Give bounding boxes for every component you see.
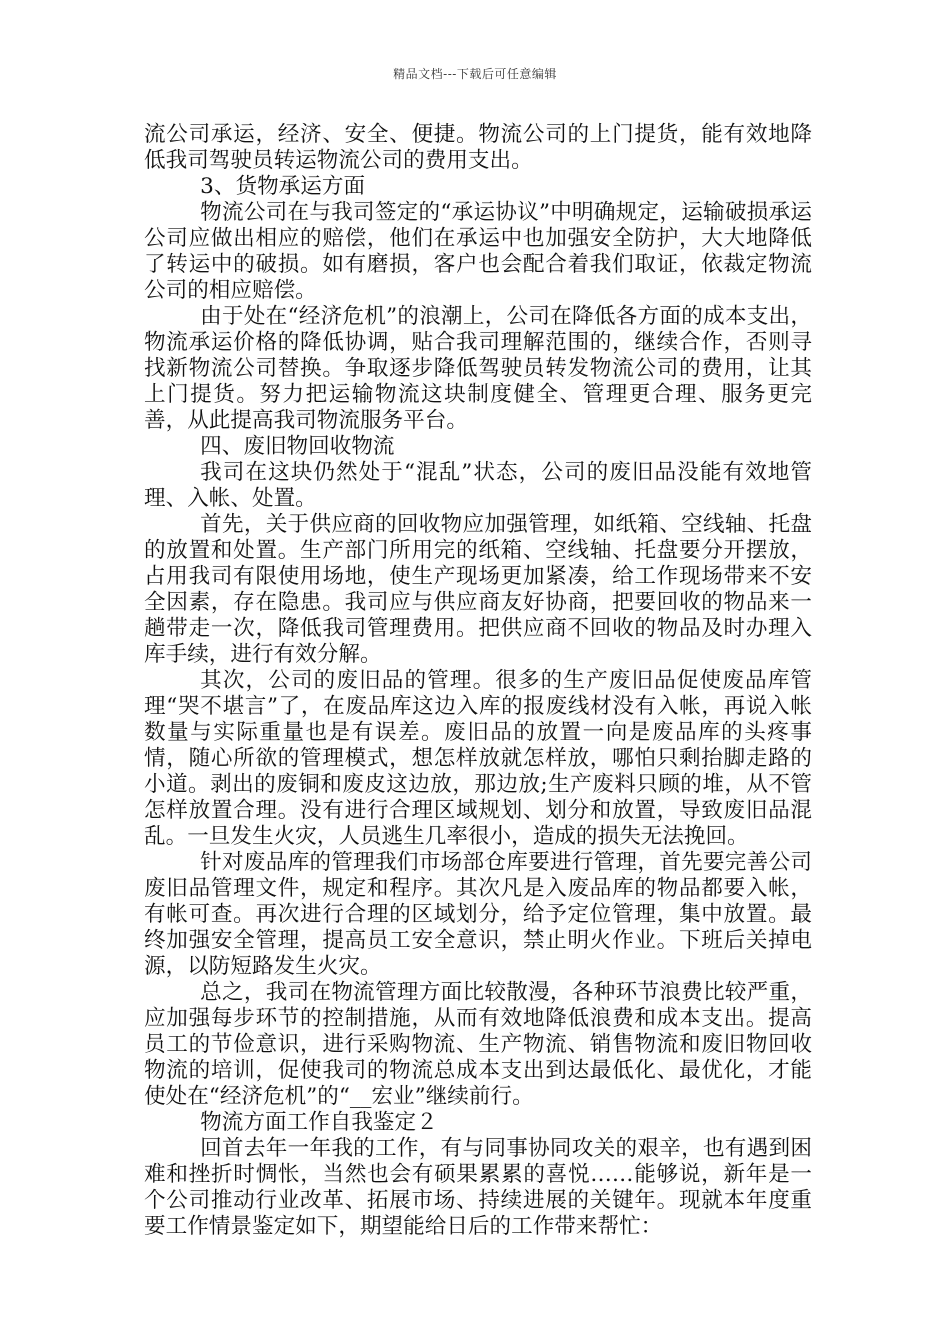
paragraph: 由于处在“经济危机”的浪潮上，公司在降低各方面的成本支出，物流承运价格的降低协调，贴合我司理解范围的，继续合作，否则寻找新物流公司替换。争取逐步降低驾驶员转发物流公司的费用，让其上门提货。努力把运输物流这块制度健全、管理更合理、服务更完善，从此提高我司物流服务平台。: [144, 304, 812, 433]
section-heading-waste-recycling: 四、废旧物回收物流: [200, 434, 395, 459]
paragraph: 总之，我司在物流管理方面比较散漫，各种环节浪费比较严重，应加强每步环节的控制措施，从而有效地降低浪费和成本支出。提高员工的节俭意识，进行采购物流、生产物流、销售物流和废旧物回收物流的培训，促使我司的物流总成本支出到达最低化、最优化，才能使处在“经济危机”的“__宏业”继续前行。: [144, 980, 812, 1109]
paragraph: 其次，公司的废旧品的管理。很多的生产废旧品促使废品库管理“哭不堪言”了，在废品库这边入库的报废线材没有入帐，再说入帐数量与实际重量也是有误差。废旧品的放置一向是废品库的头疼事情，随心所欲的管理模式，想怎样放就怎样放，哪怕只剩抬脚走路的小道。剥出的废铜和废皮这边放，那边放;生产废料只顾的堆，从不管怎样放置合理。没有进行合理区域规划、划分和放置，导致废旧品混乱。一旦发生火灾，人员逃生几率很小，造成的损失无法挽回。: [144, 668, 812, 849]
paragraph: 回首去年一年我的工作，有与同事协同攻关的艰辛，也有遇到困难和挫折时惆怅，当然也会有硕果累累的喜悦……能够说，新年是一个公司推动行业改革、拓展市场、持续进展的关键年。现就本年度重要工作情景鉴定如下，期望能给日后的工作带来帮忙：: [144, 1136, 812, 1239]
document-body: [144, 122, 812, 1240]
paragraph: 物流公司在与我司签定的“承运协议”中明确规定，运输破损承运公司应做出相应的赔偿，他们在承运中也加强安全防护，大大地降低了转运中的破损。如有磨损，客户也会配合着我们取证，依裁定物流公司的相应赔偿。: [144, 200, 812, 303]
paragraph: 我司在这块仍然处于“混乱”状态，公司的废旧品没能有效地管理、入帐、处置。: [144, 460, 812, 511]
paragraph-continuation: 流公司承运，经济、安全、便捷。物流公司的上门提货，能有效地降低我司驾驶员转运物流公司的费用支出。: [144, 122, 812, 173]
section-heading-cargo-shipping: 3、货物承运方面: [200, 174, 366, 199]
section-heading-self-appraisal-2: 物流方面工作自我鉴定２: [200, 1110, 438, 1135]
paragraph: 首先，关于供应商的回收物应加强管理，如纸箱、空线轴、托盘的放置和处置。生产部门所用完的纸箱、空线轴、托盘要分开摆放，占用我司有限使用场地，使生产现场更加紧凑，给工作现场带来不安全因素，存在隐患。我司应与供应商友好协商，把要回收的物品来一趟带走一次，降低我司管理费用。把供应商不回收的物品及时办理入库手续，进行有效分解。: [144, 512, 812, 667]
paragraph: 针对废品库的管理我们市场部仓库要进行管理，首先要完善公司废旧品管理文件，规定和程序。其次凡是入废品库的物品都要入帐，有帐可查。再次进行合理的区域划分，给予定位管理，集中放置。最终加强安全管理，提高员工安全意识，禁止明火作业。下班后关掉电源，以防短路发生火灾。: [144, 850, 812, 979]
page-header: 精品文档---下载后可任意编辑: [393, 67, 557, 81]
